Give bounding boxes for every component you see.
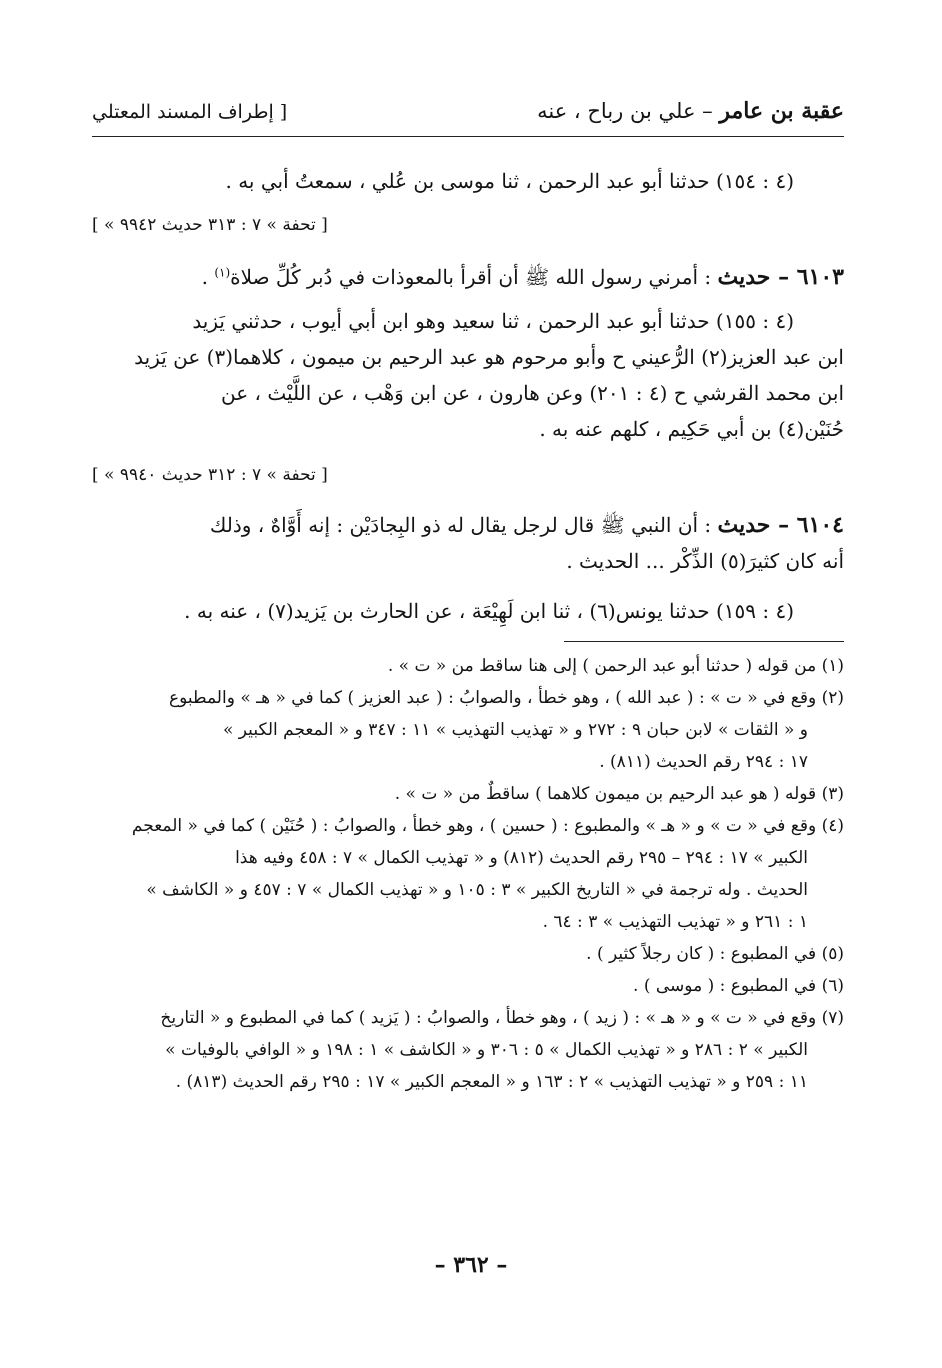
running-header: [92, 98, 844, 137]
hadith-number: ٦١٠٤ – حديث: [717, 512, 844, 538]
tuhfa-reference: [ « تحفة » ٧ : ٣١٢ حديث ٩٩٤٠ ]: [92, 465, 328, 485]
footnote: (٢) وقع في « ت » : ( عبد الله ) ، وهو خطأ ، والصوابُ : ( عبد العزيز ) كما في « هـ » والمطبوع: [168, 688, 844, 708]
hadith-text: : أمرني رسول الله ﷺ أن أقرأ بالمعوذات في دُبر كُلِّ صلاة: [230, 265, 712, 289]
footnote-continued: الكبير » ٢ : ٢٨٦ و « تهذيب الكمال » ٥ : ٣٠٦ و « الكاشف » ١ : ١٩٨ و « الوافي بالوفيات »: [165, 1040, 808, 1060]
footnote: (٥) في المطبوع : ( كان رجلاً كثير ) .: [586, 944, 844, 964]
footnote-continued: ١ : ٢٦١ و « تهذيب التهذيب » ٣ : ٦٤ .: [542, 912, 808, 932]
isnad-line: (٤ : ١٥٤) حدثنا أبو عبد الرحمن ، ثنا موسى بن عُلي ، سمعتُ أبي به .: [225, 169, 794, 193]
hadith-text: أنه كان كثيرَ(٥) الذِّكْر ... الحديث .: [566, 549, 844, 573]
isnad-line: ابن محمد القرشي ح (٤ : ٢٠١) وعن هارون ، عن ابن وَهْب ، عن اللَّيْث ، عن: [220, 381, 844, 405]
hadith-text-end: .: [201, 265, 208, 289]
footnote-continued: و « الثقات » لابن حبان ٩ : ٢٧٢ و « تهذيب التهذيب » ١١ : ٣٤٧ و « المعجم الكبير »: [223, 720, 808, 740]
footnote: (٤) وقع في « ت » و « هـ » والمطبوع : ( حسين ) ، وهو خطأ ، والصوابُ : ( حُنَيْن ) كما في « المعجم: [131, 816, 844, 836]
isnad-line: (٤ : ١٥٥) حدثنا أبو عبد الرحمن ، ثنا سعيد وهو ابن أبي أيوب ، حدثني يَزيد: [192, 309, 794, 333]
isnad-line: ابن عبد العزيز(٢) الرُّعيني ح وأبو مرحوم هو عبد الرحيم بن ميمون ، كلاهما(٣) عن يَزيد: [134, 345, 844, 369]
footnote: (٣) قوله ( هو عبد الرحيم بن ميمون كلاهما ) ساقطٌ من « ت » .: [394, 784, 844, 804]
hadith-text: : أن النبي ﷺ قال لرجل يقال له ذو البِجادَيْن : إنه أَوَّاهٌ ، وذلك: [209, 513, 712, 537]
isnad-line: حُنَيْن(٤) بن أبي حَكِيم ، كلهم عنه به .: [539, 417, 844, 441]
footnotes: [92, 650, 844, 1098]
page-body: [92, 98, 844, 1098]
footnote: (١) من قوله ( حدثنا أبو عبد الرحمن ) إلى هنا ساقط من « ت » .: [387, 656, 844, 676]
tuhfa-reference: [ « تحفة » ٧ : ٣١٣ حديث ٩٩٤٢ ]: [92, 215, 328, 235]
hadith-6104: [92, 507, 844, 543]
footnote: (٧) وقع في « ت » و « هـ » : ( زيد ) ، وهو خطأ ، والصوابُ : ( يَزيد ) كما في المطبوع و « التاريخ: [160, 1008, 844, 1028]
header-title: [537, 98, 844, 124]
footnote-continued: ١٧ : ٢٩٤ رقم الحديث (٨١١) .: [599, 752, 808, 772]
isnad-line: (٤ : ١٥٩) حدثنا يونس(٦) ، ثنا ابن لَهِيْعَة ، عن الحارث بن يَزيد(٧) ، عنه به .: [184, 599, 794, 623]
header-book-title: [ إطراف المسند المعتلي: [92, 101, 288, 123]
footnote-continued: ١١ : ٢٥٩ و « تهذيب التهذيب » ٢ : ١٦٣ و « المعجم الكبير » ١٧ : ٢٩٥ رقم الحديث (٨١٣) .: [175, 1072, 808, 1092]
header-title-rest: – علي بن رباح ، عنه: [537, 99, 713, 123]
hadith-6103: [92, 259, 844, 295]
footnote: (٦) في المطبوع : ( موسى ) .: [633, 976, 844, 996]
footnote-continued: الحديث . وله ترجمة في « التاريخ الكبير » ٣ : ١٠٥ و « تهذيب الكمال » ٧ : ٤٥٧ و « الكاشف »: [146, 880, 808, 900]
hadith-number: ٦١٠٣ – حديث: [717, 264, 844, 290]
page-number: – ٣٦٢ –: [434, 1252, 508, 1278]
footnote-mark: (١): [214, 265, 231, 280]
header-title-name: عقبة بن عامر: [719, 98, 844, 124]
footnote-continued: الكبير » ١٧ : ٢٩٤ – ٢٩٥ رقم الحديث (٨١٢) و « تهذيب الكمال » ٧ : ٤٥٨ وفيه هذا: [235, 848, 808, 868]
footnote-divider: [564, 641, 844, 642]
